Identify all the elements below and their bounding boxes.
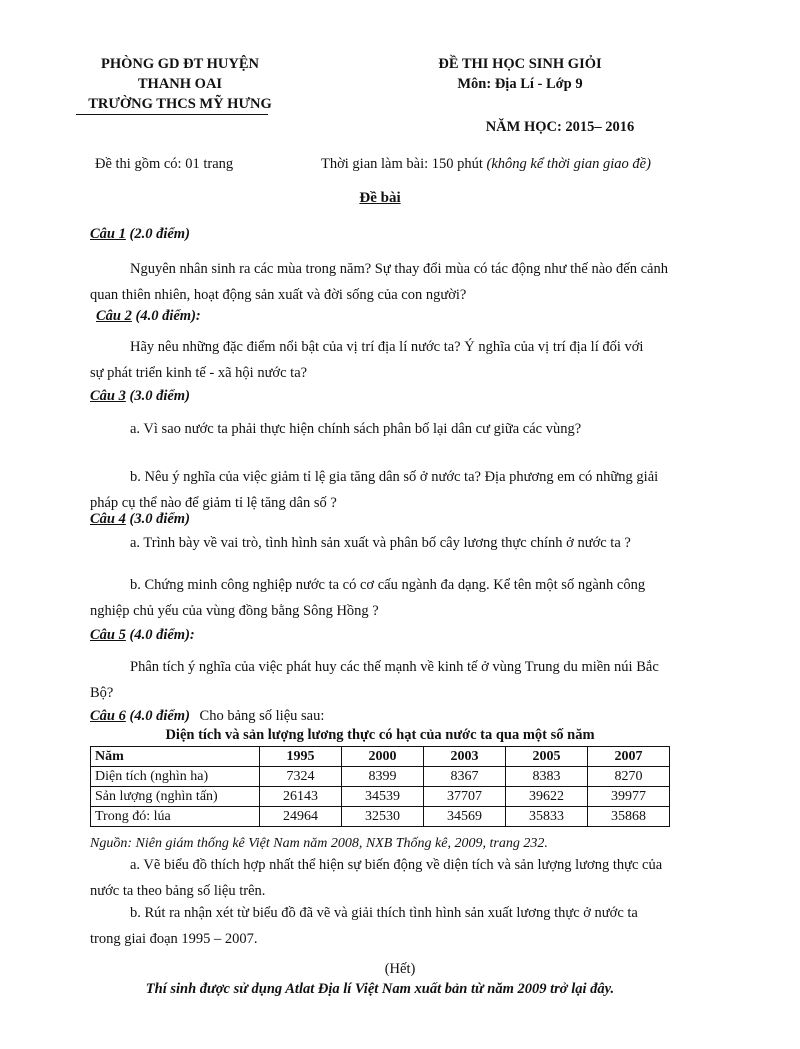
page-count: Đề thi gồm có: 01 trang	[95, 156, 234, 172]
time-limit	[321, 151, 651, 177]
question-4-heading	[90, 511, 190, 528]
table-cell: 35833	[506, 807, 588, 827]
table-cell: 8399	[342, 767, 424, 787]
question-5-text: Phân tích ý nghĩa của việc phát huy các thế mạnh về kinh tế ở vùng Trung du miền núi Bắc Bộ?	[90, 659, 659, 701]
question-6b-text: b. Rút ra nhận xét từ biểu đồ đã vẽ và giải thích tình hình sản xuất lương thực ở nước ta trong giai đoạn 1995 – 2007.	[90, 905, 638, 947]
question-3a-text: a. Vì sao nước ta phải thực hiện chính sách phân bố lại dân cư giữa các vùng?	[130, 421, 582, 437]
question-6-heading	[90, 708, 324, 725]
exam-subject: Môn: Địa Lí - Lớp 9	[457, 76, 583, 92]
question-1-text: Nguyên nhân sinh ra các mùa trong năm? Sự thay đổi mùa có tác động như thế nào đến cảnh quan thiên nhiên, hoạt động sản xuất và đời sống của con người?	[90, 261, 668, 303]
table-cell: 7324	[260, 767, 342, 787]
time-limit-text: Thời gian làm bài: 150 phút	[321, 156, 483, 172]
district-name: THANH OAI	[137, 76, 223, 92]
page-title: Đề bài	[359, 190, 401, 206]
table-caption: Diện tích và sản lượng lương thực có hạt của nước ta qua một số năm	[165, 727, 595, 743]
school-year: NĂM HỌC: 2015– 2016	[485, 119, 635, 135]
table-header-row	[91, 747, 670, 767]
question-3-number: Câu 3	[90, 388, 126, 404]
question-4-score: (3.0 điểm)	[125, 511, 190, 527]
time-limit-note: (không kể thời gian giao đề)	[486, 156, 651, 172]
question-6a-text: a. Vẽ biểu đồ thích hợp nhất thể hiện sự biến động về diện tích và sản lượng lương thực của nước ta theo bảng số liệu trên.	[90, 857, 663, 899]
question-2-number: Câu 2	[96, 308, 132, 324]
exam-title: ĐỀ THI HỌC SINH GIỎI	[438, 56, 602, 72]
question-3b-text: b. Nêu ý nghĩa của việc giảm tỉ lệ gia tăng dân số ở nước ta? Địa phương em có những giải pháp cụ thể nào để giảm tỉ lệ tăng dân số ?	[90, 469, 659, 511]
question-2-heading	[96, 308, 201, 325]
table-cell: 39977	[588, 787, 670, 807]
table-header-cell: 1995	[260, 747, 342, 767]
question-6-number: Câu 6	[90, 708, 126, 724]
question-5-score: (4.0 điểm):	[125, 627, 195, 643]
table-row-label: Diện tích (nghìn ha)	[91, 767, 260, 787]
table-cell: 34539	[342, 787, 424, 807]
table-cell: 8270	[588, 767, 670, 787]
table-cell: 32530	[342, 807, 424, 827]
table-header-cell: 2005	[506, 747, 588, 767]
table-row	[91, 767, 670, 787]
table-row	[91, 807, 670, 827]
end-mark: (Hết)	[384, 961, 416, 977]
table-header-cell: 2000	[342, 747, 424, 767]
table-cell: 8367	[424, 767, 506, 787]
school-name: TRƯỜNG THCS MỸ HƯNG	[88, 96, 272, 112]
question-2-text: Hãy nêu những đặc điểm nổi bật của vị trí địa lí nước ta? Ý nghĩa của vị trí địa lí đối với sự phát triển kinh tế - xã hội nước ta?	[90, 339, 644, 381]
question-5-number: Câu 5	[90, 627, 126, 643]
question-4-number: Câu 4	[90, 511, 126, 527]
question-4a-text: a. Trình bày về vai trò, tình hình sản xuất và phân bố cây lương thực chính ở nước ta ?	[130, 535, 631, 551]
table-cell: 35868	[588, 807, 670, 827]
table-cell: 34569	[424, 807, 506, 827]
data-table	[90, 746, 670, 827]
question-6-score: (4.0 điểm)	[125, 708, 190, 724]
table-header-cell: 2007	[588, 747, 670, 767]
school-header	[60, 54, 300, 114]
header-underline	[76, 114, 268, 115]
question-3-heading	[90, 388, 190, 405]
table-cell: 37707	[424, 787, 506, 807]
question-5-heading	[90, 627, 195, 644]
table-cell: 24964	[260, 807, 342, 827]
table-row	[91, 787, 670, 807]
table-cell: 26143	[260, 787, 342, 807]
question-1-score: (2.0 điểm)	[125, 226, 190, 242]
table-source: Nguồn: Niên giám thống kê Việt Nam năm 2008, NXB Thống kê, 2009, trang 232.	[90, 836, 548, 851]
footer-note: Thí sinh được sử dụng Atlat Địa lí Việt Nam xuất bản từ năm 2009 trở lại đây.	[145, 981, 615, 997]
table-cell: 8383	[506, 767, 588, 787]
department-name: PHÒNG GD ĐT HUYỆN	[100, 56, 260, 72]
question-1-number: Câu 1	[90, 226, 126, 242]
table-row-label: Trong đó: lúa	[91, 807, 260, 827]
table-header-cell: 2003	[424, 747, 506, 767]
table-header-cell: Năm	[91, 747, 260, 767]
table-row-label: Sản lượng (nghìn tấn)	[91, 787, 260, 807]
question-6-intro: Cho bảng số liệu sau:	[199, 708, 325, 724]
question-4b-text: b. Chứng minh công nghiệp nước ta có cơ cấu ngành đa dạng. Kể tên một số ngành công nghiệp chủ yếu của vùng đồng bằng Sông Hồng ?	[90, 577, 646, 619]
question-2-score: (4.0 điểm):	[131, 308, 201, 324]
question-3-score: (3.0 điểm)	[125, 388, 190, 404]
table-cell: 39622	[506, 787, 588, 807]
question-1-heading	[90, 226, 190, 243]
